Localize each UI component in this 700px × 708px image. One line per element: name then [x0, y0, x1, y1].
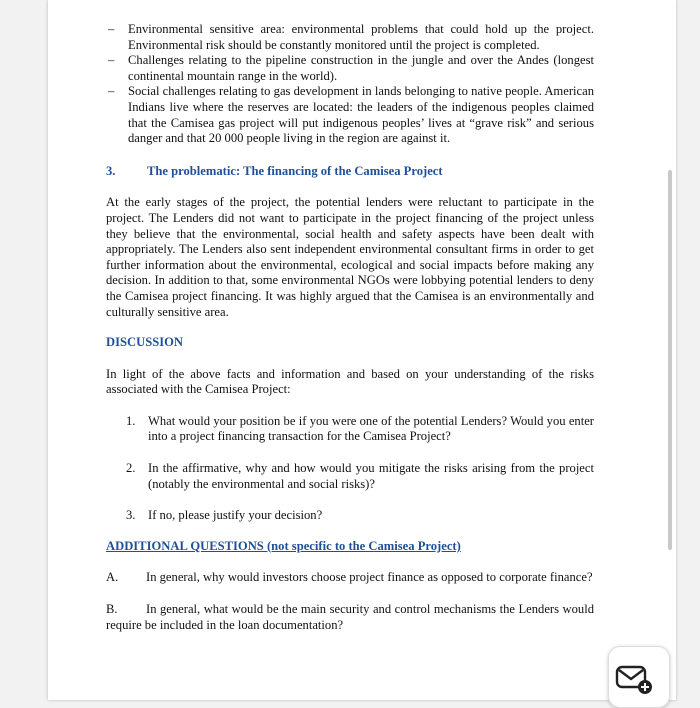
section-title: The problematic: The financing of the Camisea Project [147, 163, 443, 178]
question-item: 3. If no, please justify your decision? [126, 508, 323, 523]
discussion-intro: In light of the above facts and information and based on your understanding of the risks associated with the Camisea Project: [106, 366, 594, 397]
question-number: 1. [126, 413, 136, 428]
risk-bullet-list [106, 22, 594, 147]
discussion-question-list [106, 414, 594, 524]
section-heading [106, 164, 594, 180]
bullet-item: – Challenges relating to the pipeline construction in the jungle and over the Andes (longest continental mountain range in the world). [108, 53, 594, 83]
scrollbar[interactable] [668, 170, 672, 550]
question-item: 1. What would your position be if you were one of the potential Lenders? Would you enter into a project financing transaction for the Camisea Project? [126, 413, 594, 444]
additional-question-b: B. In general, what would be the main security and control mechanisms the Lenders would require be included in the loan documentation? [106, 602, 594, 632]
question-item: 2. In the affirmative, why and how would you mitigate the risks arising from the project (notably the environmental and social risks)? [126, 461, 594, 491]
additional-questions-heading: ADDITIONAL QUESTIONS (not specific to the Camisea Project) [106, 538, 461, 553]
dash-marker: – [108, 53, 115, 68]
dash-marker: – [108, 84, 115, 99]
document-page [48, 0, 676, 700]
section-body: At the early stages of the project, the potential lenders were reluctant to participate in the project. The Lenders did not want to participate in the project financing of the project unless they believe that the environmental, social health and safety aspects have been dealt with appropriately. The Lenders also sent independent environmental consultant firms in order to get further information about the environmental, ecological and social impacts before making any decision. In addition to that, some environmental NGOs were lobbying potential lenders to deny the Camisea project financing. It was highly argued that the Camisea is an environmentally and culturally sensitive area. [106, 195, 594, 319]
additional-question-a: A. In general, why would investors choose project finance as opposed to corporate finance? [106, 570, 593, 585]
bullet-item: – Environmental sensitive area: environmental problems that could hold up the project. Environmental risk should be constantly monitored until the project is completed. [108, 22, 594, 52]
dash-marker: – [108, 22, 115, 36]
document-content [106, 22, 594, 633]
question-label: B. [106, 602, 118, 617]
discussion-heading: DISCUSSION [106, 335, 183, 350]
question-number: 2. [126, 461, 136, 476]
section-number: 3. [106, 163, 116, 178]
compose-mail-icon [615, 663, 655, 695]
bullet-item: – Social challenges relating to gas development in lands belonging to native people. American Indians live where the reserves are located: the leaders of the indigenous peoples claimed that the Camisea gas project will put indigenous peoples’ lives at “grave risk” and serious danger and that 20 000 people living in the region are against it. [108, 84, 594, 146]
question-label: A. [106, 570, 119, 585]
compose-button[interactable] [608, 646, 670, 708]
question-number: 3. [126, 508, 136, 523]
